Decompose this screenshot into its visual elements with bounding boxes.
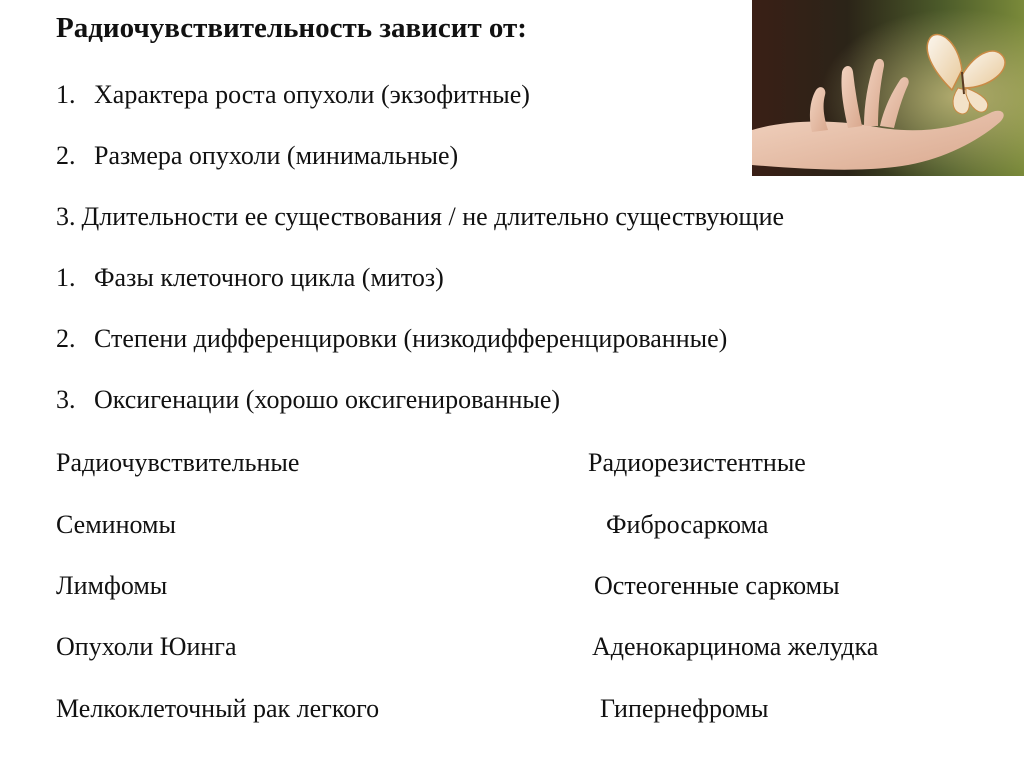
right-column-item: Остеогенные саркомы: [594, 571, 840, 600]
list-number: 1.: [56, 263, 76, 292]
left-column-item: Мелкоклеточный рак легкого: [56, 694, 380, 723]
right-column-item: Гипернефромы: [600, 694, 769, 723]
hand-butterfly-photo: [752, 0, 1024, 176]
list-number: 1.: [56, 80, 76, 109]
list-item: [56, 324, 727, 354]
left-column-item: Лимфомы: [56, 571, 168, 600]
list-text: Характера роста опухоли (экзофитные): [94, 80, 530, 109]
list-text: Фазы клеточного цикла (митоз): [94, 263, 444, 292]
right-column-header: Радиорезистентные: [588, 448, 806, 477]
list-text: Оксигенации (хорошо оксигенированные): [94, 385, 561, 414]
list-item: [56, 141, 458, 171]
left-column-header: Радиочувствительные: [56, 448, 300, 477]
list-number: 2.: [56, 324, 76, 353]
list-number: 3.: [56, 202, 76, 231]
list-text: Степени дифференцировки (низкодифференцированные): [94, 324, 728, 353]
list-number: 3.: [56, 385, 76, 414]
list-number: 2.: [56, 141, 76, 170]
right-column-item: Фибросаркома: [606, 510, 769, 539]
list-text: Длительности ее существования / не длительно существующие: [81, 202, 785, 231]
list-item: [56, 385, 560, 415]
right-column-item: Аденокарцинома желудка: [592, 632, 879, 661]
list-item: [56, 202, 784, 232]
slide-title: Радиочувствительность зависит от:: [56, 12, 527, 44]
left-column-item: Семиномы: [56, 510, 176, 539]
left-column-item: Опухоли Юинга: [56, 632, 237, 661]
list-item: [56, 80, 530, 110]
list-text: Размера опухоли (минимальные): [94, 141, 459, 170]
list-item: [56, 263, 444, 293]
